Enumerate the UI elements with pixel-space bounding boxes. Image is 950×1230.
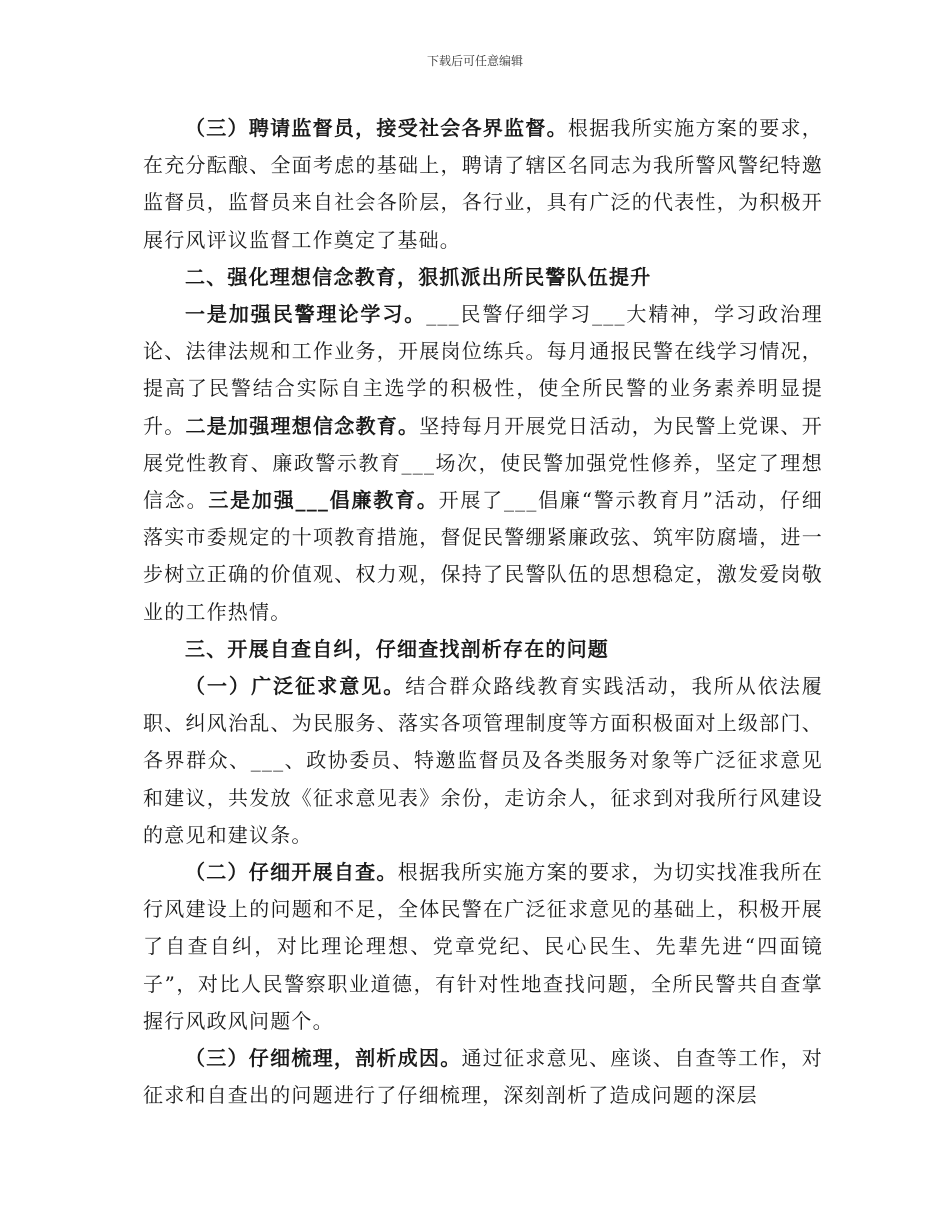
paragraph-text: ___民警仔细学习___大精神，学习政治理论、法律法规和工作业务，开展岗位练兵。每月通报民警在线学习情况，提高了民警结合实际自主选学的积极性，使全所民警的业务素养明显提升。 xyxy=(143,302,823,438)
paragraph-text: 通过征求意见、座谈、自查等工作，对征求和自查出的问题进行了仔细梳理，深刻剖析了造成问题的深层 xyxy=(143,1046,823,1108)
paragraph-text: 结合群众路线教育实践活动，我所从依法履职、纠风治乱、为民服务、落实各项管理制度等方面积极面对上级部门、各界群众、___、政协委员、特邀监督员及各类服务对象等广泛征求意见和建议，共发放《征求意见表》余份，走访余人，征求到对我所行风建设的意见和建议条。 xyxy=(143,674,823,847)
paragraph-lead: 三是加强___倡廉教育。 xyxy=(208,488,439,513)
paragraph-lead: （三）仔细梳理，剖析成因。 xyxy=(185,1046,462,1071)
page-header: 下载后可任意编辑 xyxy=(426,54,523,68)
paragraph-self-check xyxy=(143,854,823,1040)
paragraph-lead: 二是加强理想信念教育。 xyxy=(185,413,420,438)
paragraph-lead: 一是加强民警理论学习。 xyxy=(185,302,427,327)
paragraph-education xyxy=(143,296,823,631)
paragraph-text: 开展了___倡廉“警示教育月”活动，仔细落实市委规定的十项教育措施，督促民警绷紧廉政弦、筑牢防腐墙，进一步树立正确的价值观、权力观，保持了民警队伍的思想稳定，激发爱岗敬业的工作热情。 xyxy=(143,488,823,624)
paragraph-text: 坚持每月开展党日活动，为民警上党课、开展党性教育、廉政警示教育___场次，使民警加强党性修养，坚定了理想信念。 xyxy=(143,413,823,513)
paragraph-text: 根据我所实施方案的要求，在充分酝酿、全面考虑的基础上，聘请了辖区名同志为我所警风警纪特邀监督员，监督员来自社会各阶层，各行业，具有广泛的代表性，为积极开展行风评议监督工作奠定了基础。 xyxy=(143,116,823,252)
document-body xyxy=(143,110,823,1114)
paragraph-lead: （三）聘请监督员，接受社会各界监督。 xyxy=(185,116,568,140)
paragraph-supervisors xyxy=(143,110,823,259)
section-heading-2: 二、强化理想信念教育，狠抓派出所民警队伍提升 xyxy=(185,264,652,289)
paragraph-lead: （一）广泛征求意见。 xyxy=(185,674,406,699)
paragraph-text: 根据我所实施方案的要求，为切实找准我所在行风建设上的问题和不足，全体民警在广泛征求意见的基础上，积极开展了自查自纠，对比理论理想、党章党纪、民心民生、先辈先进“四面镜子”，对比人民警察职业道德，有针对性地查找问题，全所民警共自查掌握行风政风问题个。 xyxy=(143,860,824,1033)
section-heading-3: 三、开展自查自纠，仔细查找剖析存在的问题 xyxy=(185,636,609,661)
paragraph-opinions xyxy=(143,668,823,854)
paragraph-lead: （二）仔细开展自查。 xyxy=(185,860,398,885)
paragraph-analysis xyxy=(143,1040,823,1114)
